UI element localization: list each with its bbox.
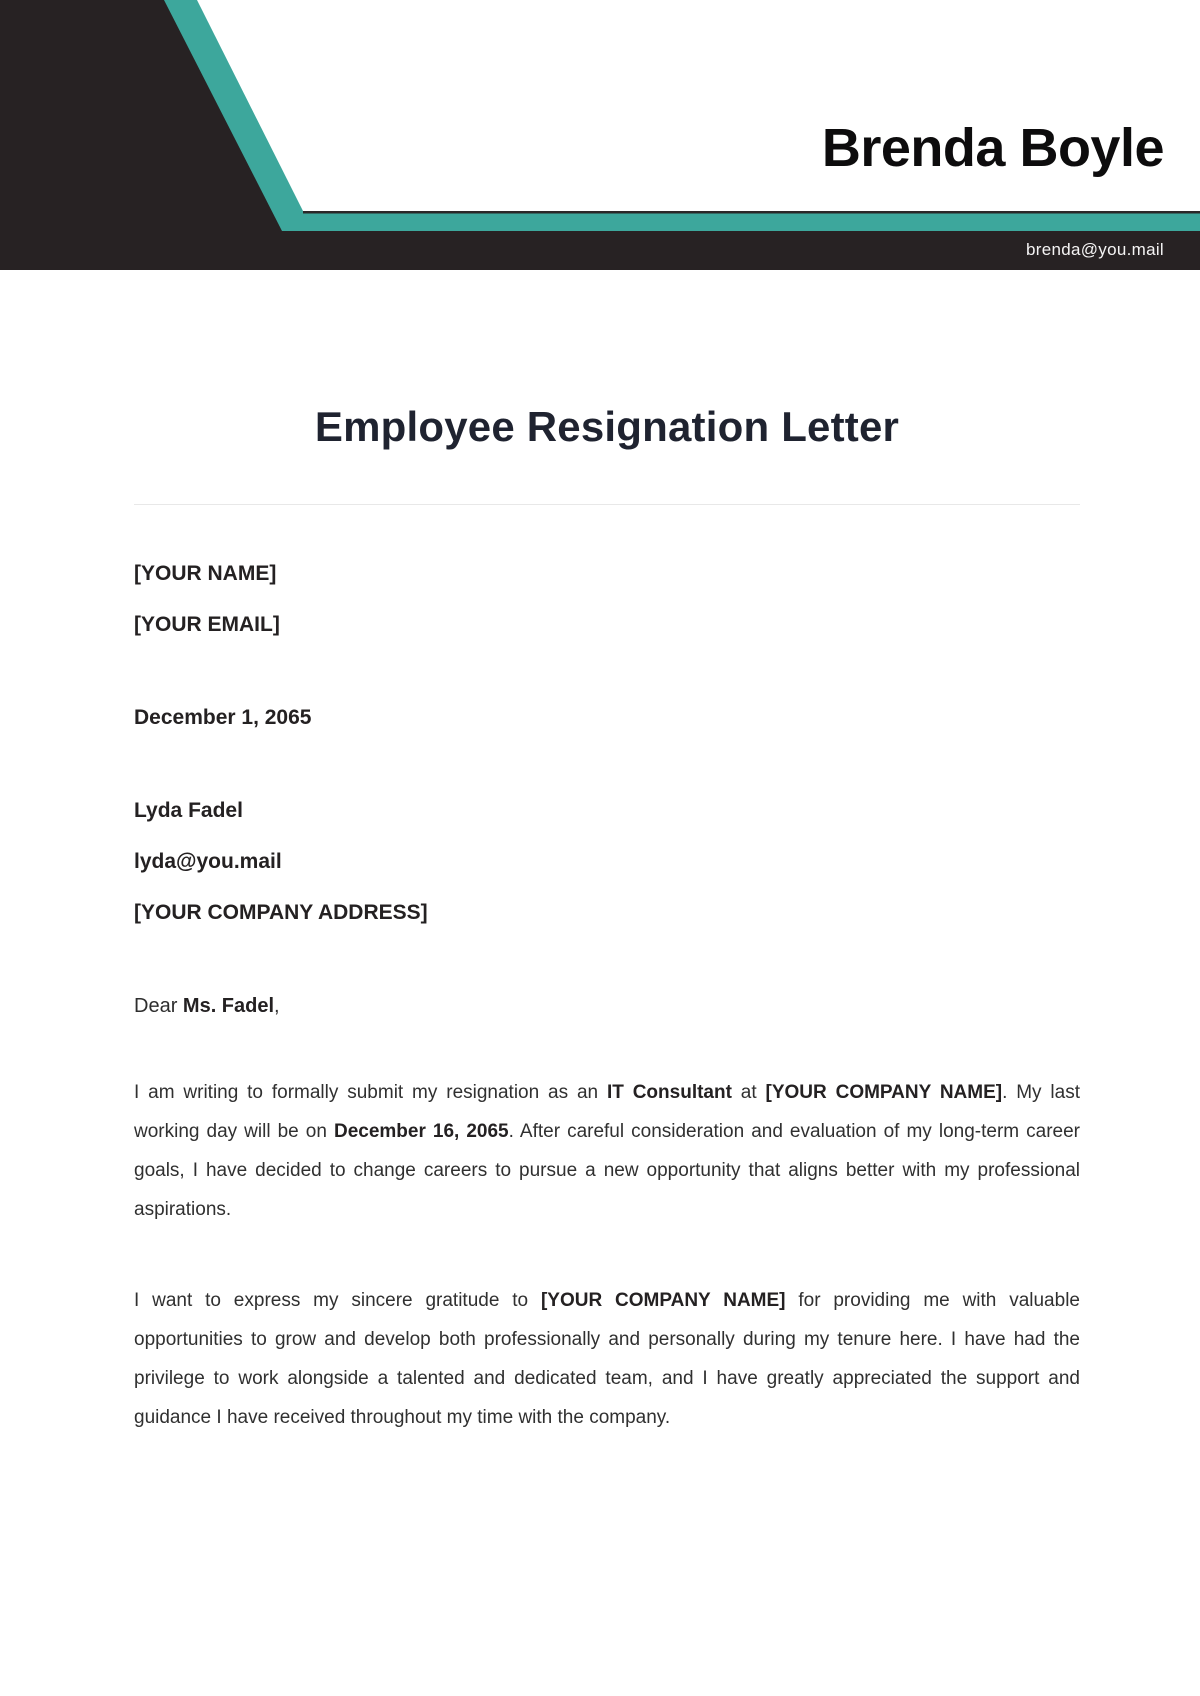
recipient-name: Lyda Fadel xyxy=(134,798,243,822)
p2-company: [YOUR COMPANY NAME] xyxy=(540,1289,786,1311)
sender-name-placeholder: [YOUR NAME] xyxy=(134,561,277,585)
sender-display-email: brenda@you.mail xyxy=(1026,240,1164,259)
p1-last-working-day: December 16, 2065 xyxy=(333,1120,509,1142)
title-divider xyxy=(134,504,1080,505)
p1-at: at xyxy=(731,1081,766,1103)
recipient-block xyxy=(134,798,1080,926)
p1-intro: I am writing to formally submit my resignation as an xyxy=(134,1081,607,1103)
letter-date: December 1, 2065 xyxy=(134,705,312,729)
p1-company: [YOUR COMPANY NAME] xyxy=(765,1081,1003,1103)
sender-email-placeholder: [YOUR EMAIL] xyxy=(134,612,280,636)
page-title: Employee Resignation Letter xyxy=(314,403,900,450)
recipient-email: lyda@you.mail xyxy=(134,849,282,873)
salutation-prefix: Dear xyxy=(134,994,183,1017)
paragraph-resignation xyxy=(134,1073,1080,1229)
p1-position: IT Consultant xyxy=(606,1081,732,1103)
sender-display-name: Brenda Boyle xyxy=(821,118,1164,178)
p1-closing: . After careful consideration and evaluation of my long-term career goals, I have decided to change careers to pursue a new opportunity that aligns better with my professional aspirations. xyxy=(134,1120,1080,1220)
letter-content xyxy=(0,401,1200,1437)
letterhead xyxy=(0,0,1200,270)
salutation xyxy=(134,993,1080,1019)
recipient-company-address: [YOUR COMPANY ADDRESS] xyxy=(134,900,428,924)
p1-last-day-lead: . My last working day will be on xyxy=(134,1081,1080,1142)
date-block xyxy=(134,705,1080,731)
p2-intro: I want to express my sincere gratitude to xyxy=(134,1289,541,1311)
salutation-suffix: , xyxy=(274,994,280,1017)
salutation-recipient-name: Ms. Fadel xyxy=(182,994,275,1017)
p2-closing: for providing me with valuable opportunities to grow and develop both professionally and personally during my tenure here. I have had the privilege to work alongside a talented and dedicated team, and I have greatly appreciated the support and guidance I have received throughout my time with the company. xyxy=(134,1289,1080,1428)
paragraph-gratitude xyxy=(134,1281,1080,1437)
sender-block xyxy=(134,561,1080,638)
